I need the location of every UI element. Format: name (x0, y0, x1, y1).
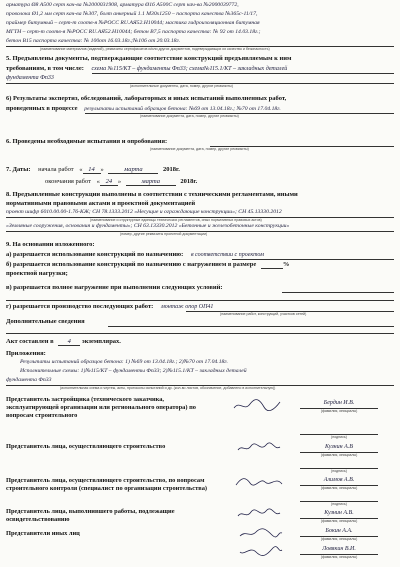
rep-builder-signature (300, 444, 378, 457)
rep-control-sign-line (300, 493, 378, 506)
attachments-line-1: Результаты испытаний образцов бетона: 1) №69 от 13.04.18г.; 2)№70 от 17.04.18г. (20, 359, 228, 365)
section-9-g-value: монтаж опор ОП41 (160, 304, 214, 310)
section-5-value: схема №115/КТ – фундаменты Фп33; схема№115.1/КТ – закладных деталей (91, 66, 288, 72)
rep-control-label: Представитель лица, осуществляющего строительство, по вопросам строительного контроля (специалист по организации строительства) (6, 477, 208, 492)
materials-line-5: бетон В15 паспорта качества: № 100от 16.03.18г.;№106 от 20.03.18г. (6, 38, 181, 44)
rep-customer-name-caption: (фамилия, инициалы) (320, 409, 358, 413)
section-8-line-2: нормативными правовыми актами и проектной документацией (6, 200, 196, 207)
section-6-tests-label: 6. Проведены необходимые испытания и опробования: (6, 138, 168, 145)
section-7-label: 7. Даты: (6, 166, 31, 173)
section-6-results-value: результаты испытаний образцов бетона: №69 от 13.04.18г.; №70 от 17.04.18г. (84, 106, 281, 112)
extra-label: Дополнительные сведения (6, 318, 85, 325)
section-9-a-label: а) разрешается использование конструкций по назначению: (6, 251, 184, 258)
section-6-results-label: проведенных в процессе (6, 105, 78, 112)
rule (92, 73, 394, 74)
copies-prefix: Акт составлен в (6, 338, 54, 345)
rep-contractor-label: Представитель лица, выполнившего работы, подлежащие освидетельствованию (6, 508, 175, 523)
section-6-results-line-2 (6, 105, 394, 112)
rep-builder-name: Кузнин А.В (325, 444, 353, 450)
materials-line-3: праймер битумный – серт-т соотв-я №РОСС RU.АЯ52.Н10044; мастика гидроизоляционная битумная (6, 20, 260, 26)
section-6-results-heading: 6) Результаты экспертиз, обследований, лабораторных и иных испытаний выполненных работ, (6, 95, 287, 102)
section-5-label: требованиям, в том числе: (6, 65, 84, 72)
attachments-label: Приложения: (6, 350, 46, 357)
rep-others-name-caption-1: (фамилия, инициалы) (320, 537, 358, 541)
section-8-line-3: проект шифр 6010.00.00-1.76-КЖ; СН 78.1333.2012 «Несущие и ограждающие конструкции»; СН 45.13330.2012 (6, 209, 282, 215)
rep-others-label: Представители иных лиц (6, 530, 80, 537)
section-5-caption: (исполнительные документы, дата, номер, другие реквизиты) (130, 84, 233, 88)
start-label: начала работ (38, 166, 74, 173)
rule (232, 259, 394, 260)
signature-scribble-2 (236, 441, 282, 455)
materials-line-1: арматура Ø8 А500 серт кач-ва №2000031908, арматура Ø16 А500С серт кач-ва №2000039772, (6, 2, 239, 8)
rep-customer-sign-line (300, 426, 378, 439)
section-9-b-line-2: проектной нагрузки; (6, 270, 68, 277)
section-8-line-1: 8. Предъявленные конструкции выполнены в соответствии с техническими регламентами, иными (6, 191, 298, 198)
rep-customer-sign-caption: (подпись) (331, 435, 347, 439)
section-9-b-label: б) разрешается использование конструкций по назначению с нагружением в размере (6, 261, 257, 268)
rep-customer-label: Представитель застройщика (технического заказчика, эксплуатирующей организации или регионального оператора) по вопросам строительного (6, 396, 196, 419)
rep-contractor-name: Кузнин А.В. (324, 510, 354, 516)
copies-value: 4 (58, 338, 80, 346)
section-8-caption-2: (номер, другие реквизиты проектной документации) (120, 232, 208, 236)
start-day: 14 (83, 166, 101, 174)
rep-others-signature-1 (300, 528, 378, 541)
section-9-heading: 9. На основании изложенного: (6, 241, 95, 248)
start-month: марта (108, 166, 158, 174)
section-9-a-value: в соответствии с проектом (190, 252, 265, 258)
rep-customer-name: Бердин И.В. (323, 400, 355, 406)
section-9-b-suffix: % (282, 261, 290, 268)
rep-others-name-caption-2: (фамилия, инициалы) (320, 555, 358, 559)
rep-contractor-signature (300, 510, 378, 523)
rep-control-sign-caption: (подпись) (331, 502, 347, 506)
signature-scribble-3 (234, 474, 284, 488)
rep-customer-signature (300, 400, 378, 413)
rep-others-name-2: Ловякин В.И. (322, 546, 356, 552)
rule (6, 300, 394, 301)
section-9-g-label: г) разрешается производство последующих работ: (6, 303, 154, 310)
section-9-v: в) разрешается полное нагружение при выполнении следующих условий: (6, 284, 223, 291)
attachments-line-3: фундамента Фп33 (6, 377, 52, 383)
rep-others-signature-2 (300, 546, 378, 559)
section-9-g (6, 303, 394, 310)
section-8-line-4: «Земляные сооружения, основания и фундаменты»; СН 63.13330.2012 «Бетонные и железобетонные конструкции» (6, 223, 290, 229)
signature-scribble-1 (232, 398, 282, 412)
end-month: марта (126, 178, 176, 186)
section-5-value-2: фундамента Фп33 (6, 75, 54, 81)
rep-builder-sign-caption: (подпись) (331, 469, 347, 473)
rep-contractor-name-caption: (фамилия, инициалы) (320, 519, 358, 523)
section-7-end: окончания работ « 24 » марта 2018г. (45, 178, 198, 185)
materials-line-2: проволока Ø1,2 мм серт кач-ва №307, болт анкерный 1.1 М30х1250 – паспорта качества №365с-11/17, (6, 11, 258, 17)
attachments-line-2: Исполнительные схемы: 1)№115/КТ – фундаменты Фп33; 2)№115.1/КТ – закладных деталей (20, 368, 247, 374)
rule (85, 113, 394, 114)
signature-scribble-5 (238, 526, 284, 540)
rep-builder-name-caption: (фамилия, инициалы) (320, 453, 358, 457)
rep-others-name-1: Бокин А.А. (325, 528, 353, 534)
section-6-tests-caption: (наименование документа, дата, номер, другие реквизиты) (150, 147, 249, 151)
rep-control-name-caption: (фамилия, инициалы) (320, 486, 358, 490)
section-5-heading: 5. Предъявлены документы, подтверждающие соответствие конструкций предъявляемым к ним (6, 55, 292, 62)
signature-scribble-4 (236, 507, 282, 521)
end-year: 2018г. (180, 178, 198, 185)
materials-line-4: МГТН – серт-т соотв-я №РОСС RU.АЯ52.Н10044; бетон В7,5 паспорта качества: № 92 от 14.03.18г.; (6, 29, 261, 35)
section-9-a (6, 251, 394, 258)
section-9-b (6, 261, 394, 269)
copies-suffix: экземплярах. (81, 338, 121, 345)
rep-builder-label: Представитель лица, осуществляющего строительство (6, 443, 166, 450)
end-day: 24 (100, 178, 118, 186)
section-8-caption-1: (наименование и структурные единицы технических регламентов, иных нормативных правовых актов) (90, 218, 262, 222)
start-year: 2018г. (163, 166, 180, 173)
rule (6, 333, 394, 334)
materials-caption: (наименование материалов (изделий), реквизиты сертификатов и/или других документов, подтверждающих их качество и безопасность) (40, 47, 270, 51)
section-7-start: 7. Даты: начала работ « 14 » марта 2018г. (6, 166, 180, 173)
end-label: окончания работ (45, 178, 91, 185)
rep-control-signature (300, 477, 378, 490)
rule (282, 292, 394, 293)
signature-scribble-6 (238, 544, 284, 558)
attachments-caption: (исполнительная схема и чертеж, акты, протоколы испытаний и др. (кол-во листов, обозначение, добавлено в исполнительную)) (60, 386, 276, 390)
rule (108, 326, 394, 327)
rep-control-name: Алимов А.В. (323, 477, 355, 483)
rep-builder-sign-line (300, 460, 378, 473)
copies-line (6, 338, 394, 346)
section-6-results-caption: (наименование документа, дата, номер, другие реквизиты) (140, 114, 239, 118)
section-9-g-caption: (наименование работ, конструкций, участков сетей) (220, 312, 307, 316)
section-5-line-2 (6, 65, 394, 72)
